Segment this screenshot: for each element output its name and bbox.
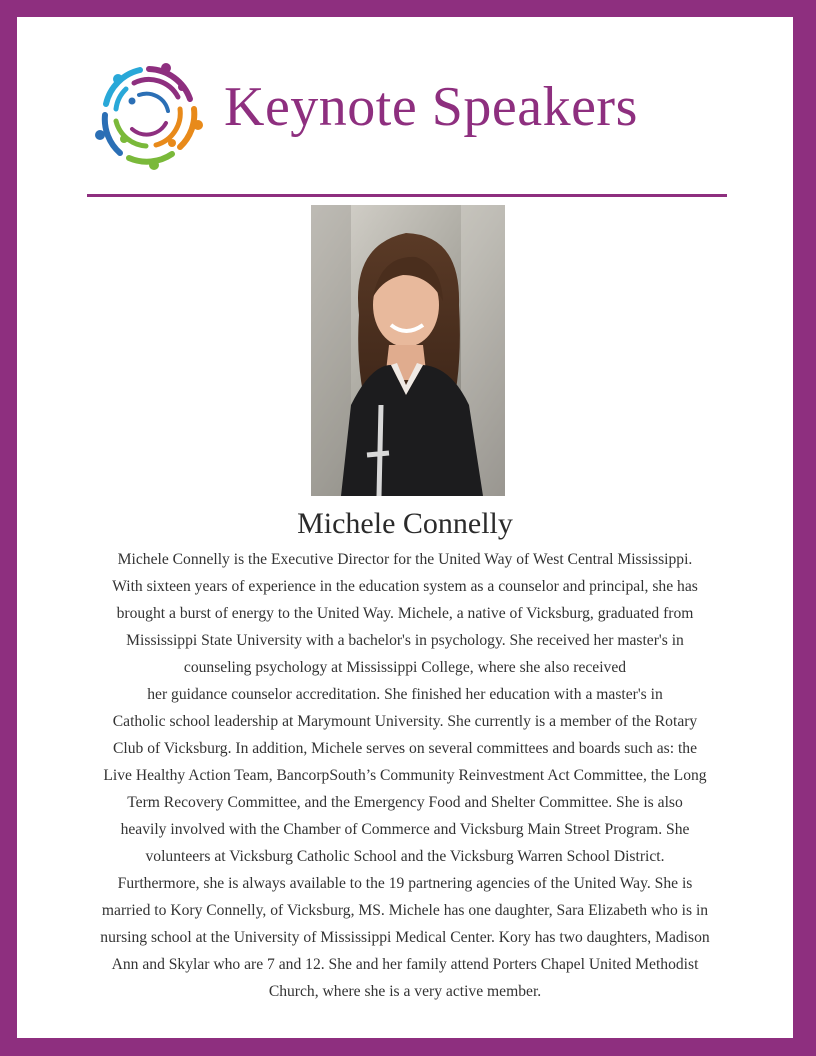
header-divider <box>87 194 727 197</box>
bio-line: nursing school at the University of Mississippi Medical Center. Kory has two daughters, Madison <box>100 929 710 946</box>
bio-line: counseling psychology at Mississippi College, where she also received <box>183 659 627 676</box>
bio-line: Club of Vicksburg. In addition, Michele serves on several committees and boards such as: the <box>113 740 697 757</box>
page <box>17 17 793 1038</box>
community-circle-logo-icon <box>94 59 204 171</box>
bio-line: Mississippi State University with a bachelor's in psychology. She received her master's in <box>126 632 684 649</box>
bio-line: Term Recovery Committee, and the Emergency Food and Shelter Committee. She is also <box>127 794 683 811</box>
bio-line: married to Kory Connelly, of Vicksburg, MS. Michele has one daughter, Sara Elizabeth who is in <box>101 902 709 919</box>
bio-line: With sixteen years of experience in the education system as a counselor and principal, she has <box>112 578 698 595</box>
bio-line: Ann and Skylar who are 7 and 12. She and her family attend Porters Chapel United Methodist <box>111 956 699 973</box>
bio-line: volunteers at Vicksburg Catholic School and the Vicksburg Warren School District. <box>145 848 665 865</box>
page-title: Keynote Speakers <box>224 76 638 138</box>
bio-line: Michele Connelly is the Executive Director for the United Way of West Central Mississippi. <box>117 551 693 568</box>
bio-line: Catholic school leadership at Marymount University. She currently is a member of the Rotary <box>112 713 698 730</box>
bio-line: brought a burst of energy to the United Way. Michele, a native of Vicksburg, graduated from <box>116 605 694 622</box>
bio-line: Church, where she is a very active member. <box>268 983 542 1000</box>
bio-line: her guidance counselor accreditation. She finished her education with a master's in <box>147 686 663 703</box>
speaker-portrait-photo <box>311 205 505 496</box>
bio-line: Live Healthy Action Team, BancorpSouth’s Community Reinvestment Act Committee, the Long <box>103 767 707 784</box>
speaker-bio <box>57 546 753 1005</box>
speaker-name: Michele Connelly <box>297 507 513 540</box>
bio-line: Furthermore, she is always available to the 19 partnering agencies of the United Way. She is <box>117 875 693 892</box>
bio-line: heavily involved with the Chamber of Commerce and Vicksburg Main Street Program. She <box>120 821 690 838</box>
